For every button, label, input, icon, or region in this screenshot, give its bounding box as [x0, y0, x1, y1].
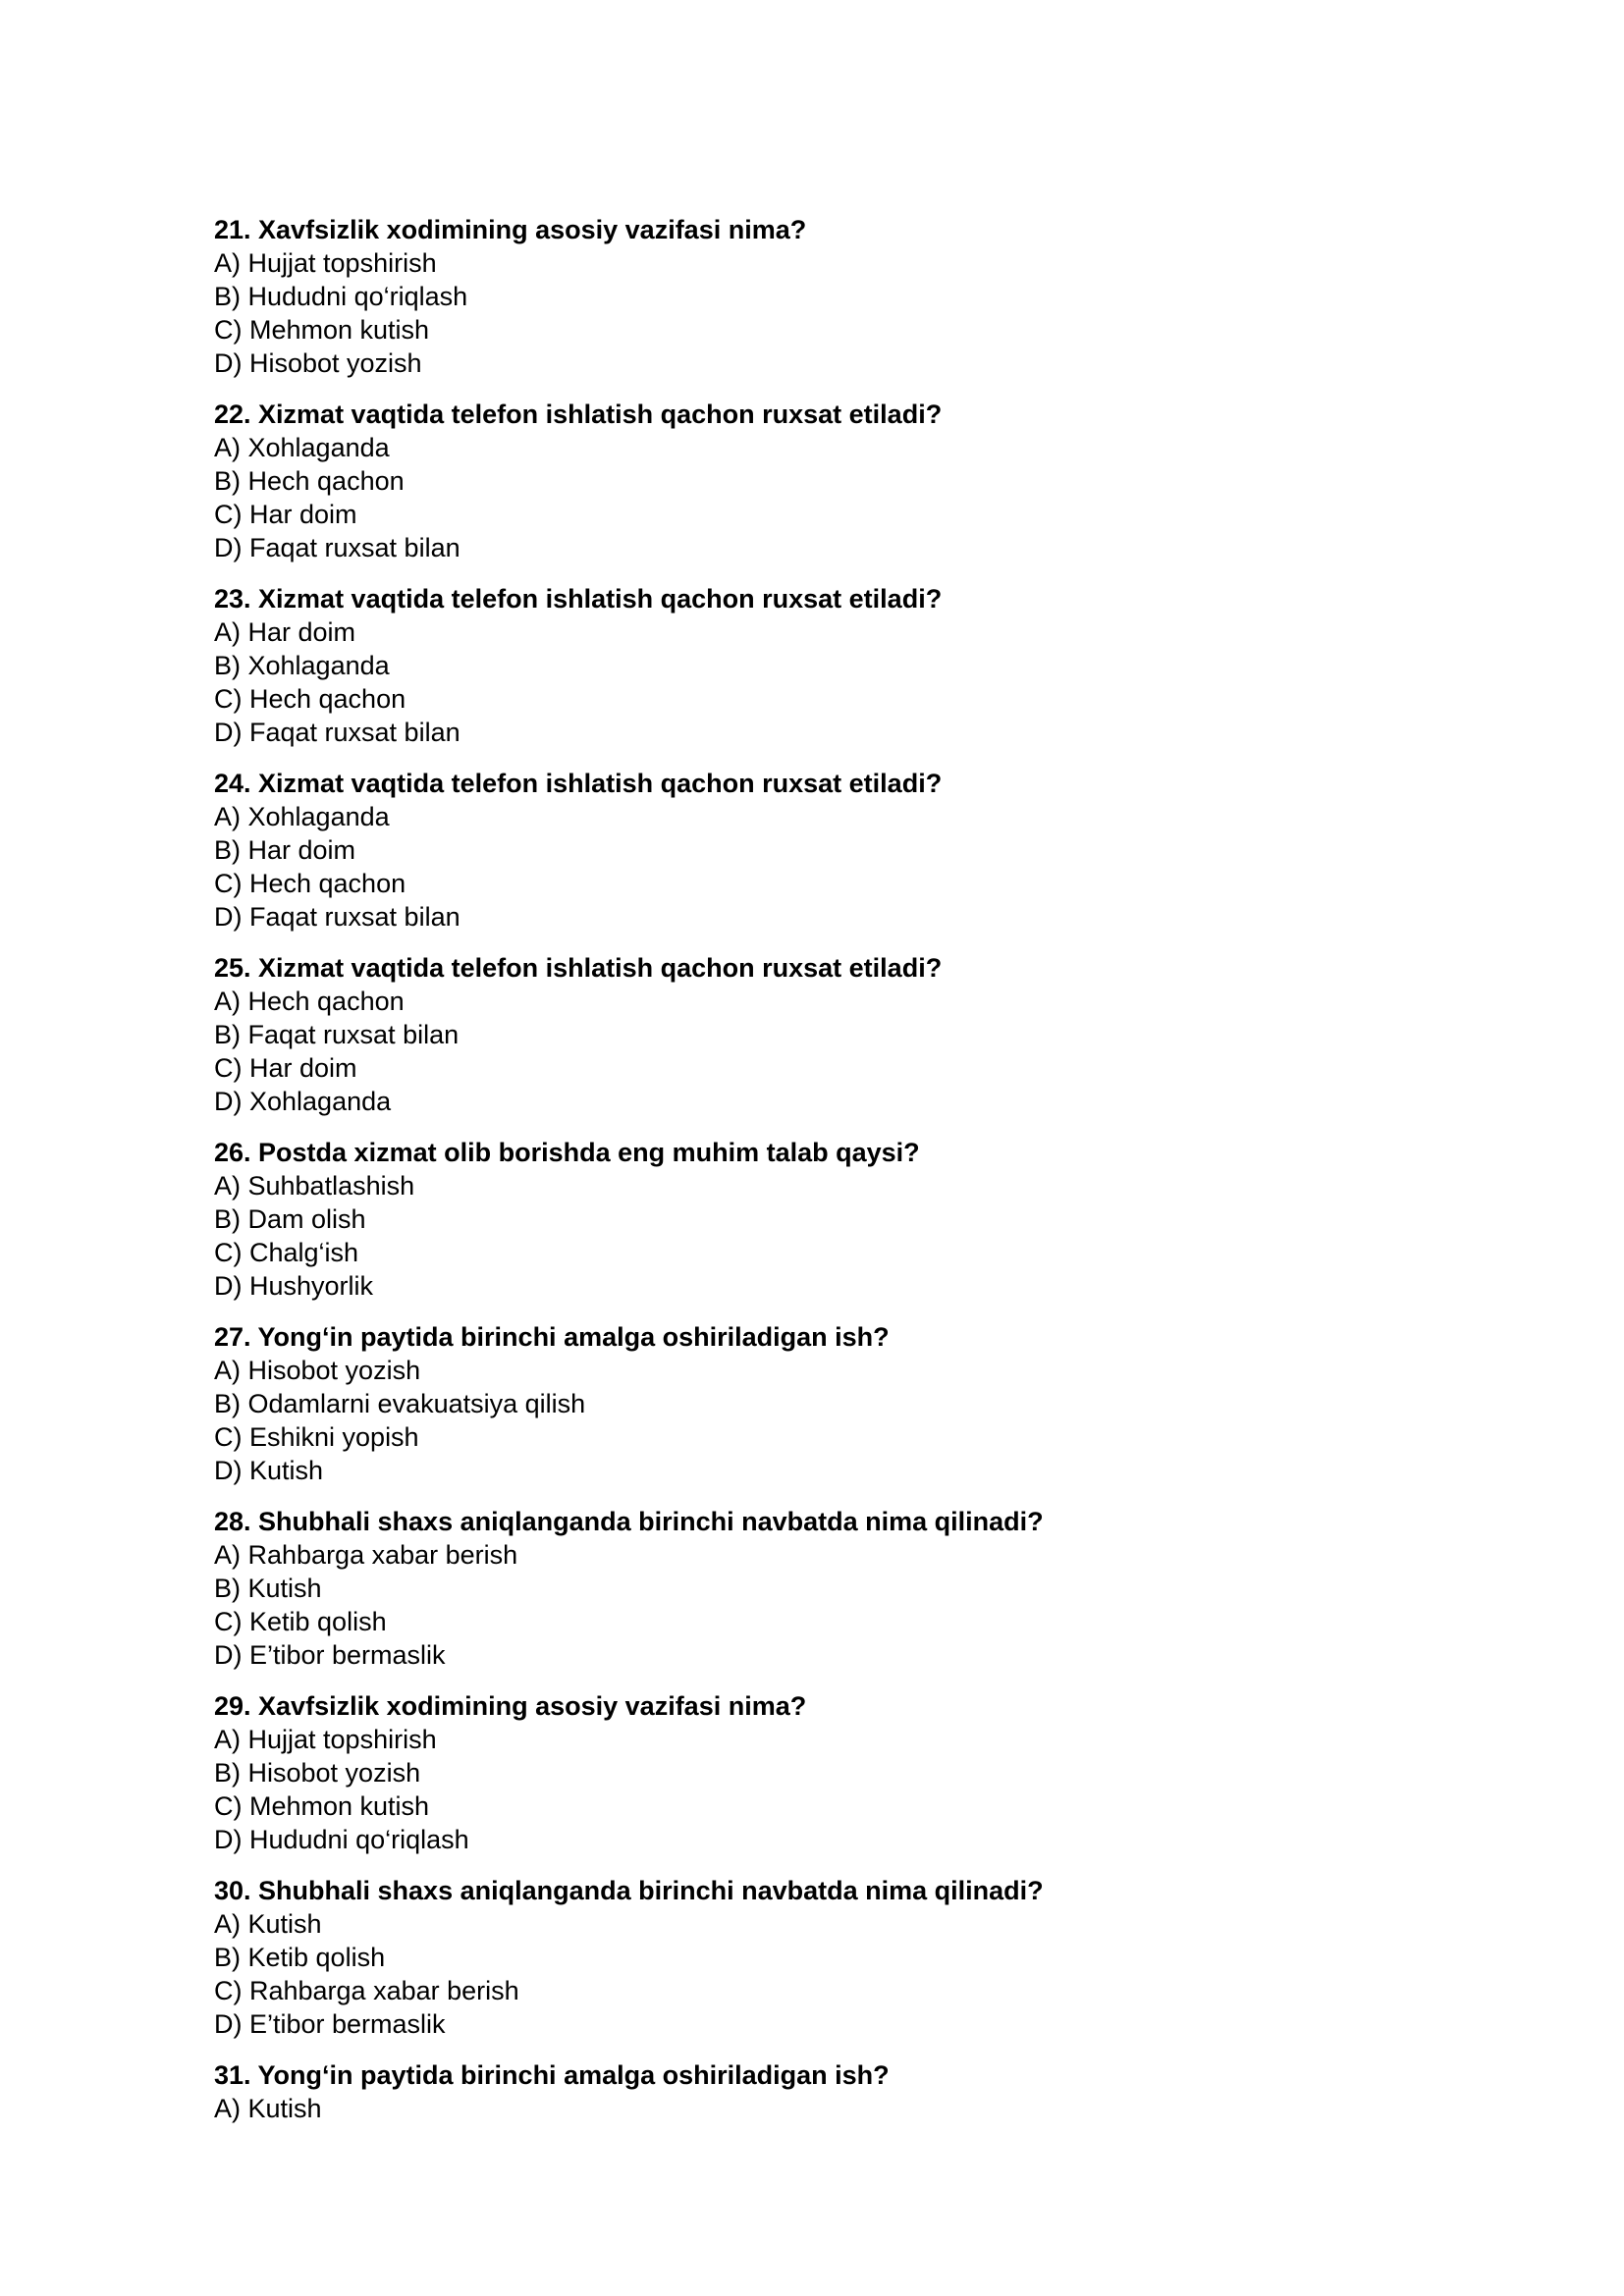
question-title: 21. Xavfsizlik xodimining asosiy vazifasi nima?	[214, 215, 807, 244]
question-title: 31. Yong‘in paytida birinchi amalga oshiriladigan ish?	[214, 2060, 890, 2090]
answer-option: C) Eshikni yopish	[214, 1422, 419, 1452]
answer-option: B) Kutish	[214, 1574, 322, 1603]
answer-option: B) Ketib qolish	[214, 1943, 386, 1972]
answer-option: D) Xohlaganda	[214, 1087, 392, 1116]
answer-option: A) Hujjat topshirish	[214, 1725, 437, 1754]
answer-option: D) Hududni qo‘riqlash	[214, 1825, 469, 1854]
answer-option: A) Kutish	[214, 2094, 322, 2123]
answer-option: B) Odamlarni evakuatsiya qilish	[214, 1389, 586, 1418]
question-title: 26. Postda xizmat olib borishda eng muhim talab qaysi?	[214, 1138, 920, 1167]
answer-option: A) Hisobot yozish	[214, 1356, 421, 1385]
answer-option: D) Faqat ruxsat bilan	[214, 902, 460, 932]
answer-option: B) Faqat ruxsat bilan	[214, 1020, 460, 1049]
answer-option: C) Chalg‘ish	[214, 1238, 359, 1267]
answer-option: D) Hushyorlik	[214, 1271, 374, 1301]
question-block	[214, 1689, 1490, 1856]
answer-option: D) Faqat ruxsat bilan	[214, 533, 460, 562]
question-title: 30. Shubhali shaxs aniqlanganda birinchi navbatda nima qilinadi?	[214, 1876, 1044, 1905]
answer-option: C) Hech qachon	[214, 869, 406, 898]
answer-option: A) Hujjat topshirish	[214, 248, 437, 278]
question-block	[214, 767, 1490, 934]
answer-option: A) Suhbatlashish	[214, 1171, 415, 1201]
answer-option: B) Hisobot yozish	[214, 1758, 421, 1788]
answer-option: B) Hududni qo‘riqlash	[214, 282, 468, 311]
question-title: 24. Xizmat vaqtida telefon ishlatish qachon ruxsat etiladi?	[214, 769, 943, 798]
question-block	[214, 1136, 1490, 1303]
answer-option: D) Hisobot yozish	[214, 348, 422, 378]
answer-option: A) Kutish	[214, 1909, 322, 1939]
answer-option: C) Har doim	[214, 500, 357, 529]
question-block	[214, 1505, 1490, 1672]
answer-option: C) Rahbarga xabar berish	[214, 1976, 519, 2005]
answer-option: A) Xohlaganda	[214, 802, 390, 831]
answer-option: A) Har doim	[214, 617, 356, 647]
answer-option: D) E’tibor bermaslik	[214, 1640, 446, 1670]
question-title: 23. Xizmat vaqtida telefon ishlatish qachon ruxsat etiladi?	[214, 584, 943, 614]
answer-option: A) Xohlaganda	[214, 433, 390, 462]
question-block	[214, 582, 1490, 749]
answer-option: D) E’tibor bermaslik	[214, 2009, 446, 2039]
question-title: 27. Yong‘in paytida birinchi amalga oshiriladigan ish?	[214, 1322, 890, 1352]
question-title: 29. Xavfsizlik xodimining asosiy vazifasi nima?	[214, 1691, 807, 1721]
question-title: 28. Shubhali shaxs aniqlanganda birinchi navbatda nima qilinadi?	[214, 1507, 1044, 1536]
answer-option: D) Faqat ruxsat bilan	[214, 718, 460, 747]
answer-option: A) Hech qachon	[214, 987, 405, 1016]
question-block	[214, 1320, 1490, 1487]
answer-option: C) Mehmon kutish	[214, 315, 430, 345]
answer-option: C) Mehmon kutish	[214, 1791, 430, 1821]
answer-option: B) Hech qachon	[214, 466, 405, 496]
question-block	[214, 1874, 1490, 2041]
answer-option: B) Xohlaganda	[214, 651, 390, 680]
question-title: 22. Xizmat vaqtida telefon ishlatish qachon ruxsat etiladi?	[214, 400, 943, 429]
answer-option: C) Hech qachon	[214, 684, 406, 714]
answer-option: A) Rahbarga xabar berish	[214, 1540, 518, 1570]
answer-option: D) Kutish	[214, 1456, 324, 1485]
document-page	[214, 213, 1490, 2143]
answer-option: B) Har doim	[214, 835, 356, 865]
answer-option: B) Dam olish	[214, 1204, 366, 1234]
question-title: 25. Xizmat vaqtida telefon ishlatish qachon ruxsat etiladi?	[214, 953, 943, 983]
answer-option: C) Ketib qolish	[214, 1607, 387, 1636]
answer-option: C) Har doim	[214, 1053, 357, 1083]
question-block	[214, 2058, 1490, 2125]
question-block	[214, 951, 1490, 1118]
question-block	[214, 398, 1490, 564]
question-block	[214, 213, 1490, 380]
